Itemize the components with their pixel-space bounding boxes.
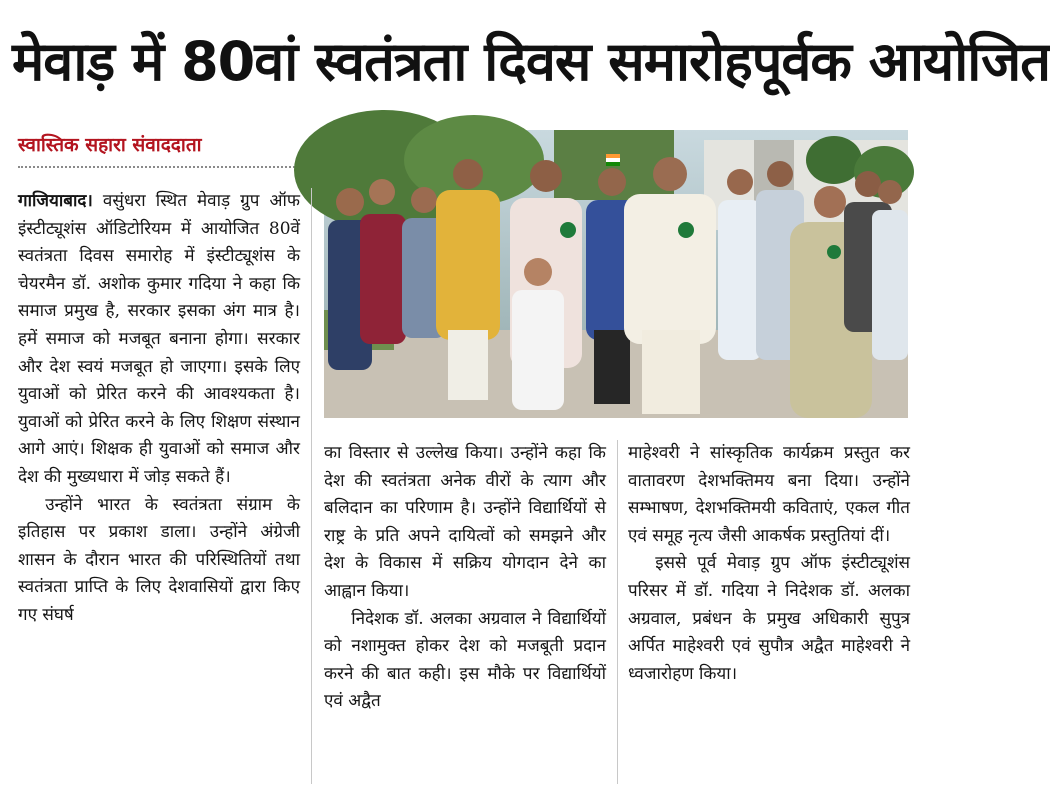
paragraph: का विस्तार से उल्लेख किया। उन्होंने कहा कि देश की स्वतंत्रता अनेक वीरों के त्याग और बलिदान का परिणाम है। उन्होंने विद्यार्थियों से राष्ट्र के प्रति अपने दायित्वों को समझने और देश के विकास में सक्रिय योगदान देने का आह्वान किया। [324, 443, 606, 601]
byline-divider [18, 166, 298, 168]
paragraph: निदेशक डॉ. अलका अग्रवाल ने विद्यार्थियों को नशामुक्त होकर देश को मजबूती प्रदान करने की बात कही। इस मौके पर विद्यार्थियों एवं अद्वैत [324, 608, 606, 712]
article-column-3 [628, 440, 910, 784]
paragraph: इससे पूर्व मेवाड़ ग्रुप ऑफ इंस्टीट्यूशंस परिसर में डॉ. गदिया ने निदेशक डॉ. अलका अग्रवाल, प्रबंधन के प्रमुख अधिकारी सुपुत्र अर्पित माहेश्वरी एवं सुपौत्र अद्वैत माहेश्वरी ने ध्वजारोहण किया। [628, 553, 910, 684]
paragraph: उन्होंने भारत के स्वतंत्रता संग्राम के इतिहास पर प्रकाश डाला। उन्होंने अंग्रेजी शासन के दौरान भारत की परिस्थितियों तथा स्वतंत्रता प्राप्ति के लिए देशवासियों द्वारा किए गए संघर्ष [18, 494, 300, 625]
article-column-1 [18, 188, 300, 784]
flag [606, 154, 620, 158]
paragraph: माहेश्वरी ने सांस्कृतिक कार्यक्रम प्रस्तुत कर वातावरण देशभक्तिमय बना दिया। उन्होंने सम्भाषण, देशभक्तिमयी कविताएं, एकल गीत एवं समूह नृत्य जैसी आकर्षक प्रस्तुतियां दीं। [628, 443, 910, 546]
headline: मेवाड़ में 80वां स्वतंत्रता दिवस समारोहपूर्वक आयोजित [12, 30, 1050, 93]
byline: स्वास्तिक सहारा संवाददाता [18, 134, 202, 156]
potted-shrub [806, 136, 862, 184]
paragraph-text: वसुंधरा स्थित मेवाड़ ग्रुप ऑफ इंस्टीट्यूशंस ऑडिटोरियम में आयोजित 80वें स्वतंत्रता दिवस समारोह में इंस्टीट्यूशंस के चेयरमैन डॉ. अशोक कुमार गदिया ने कहा कि समाज प्रमुख है, सरकार इसका अंग मात्र है। हमें समाज को मजबूत बनाना होगा। सरकार और देश स्वयं मजबूत हो जाएगा। इसके लिए युवाओं को प्रेरित करने की आवश्यकता है। युवाओं को प्रेरित करने के लिए शिक्षण संस्थान आगे आएं। शिक्षक ही युवाओं को समाज और देश की मुख्यधारा में जोड़ सकते हैं। [18, 191, 300, 487]
column-divider [617, 440, 618, 784]
news-photo [324, 130, 908, 418]
group-photo-illustration [324, 130, 908, 418]
badge-rosette [560, 222, 576, 238]
column-divider [311, 188, 312, 784]
article-column-2 [324, 440, 606, 784]
badge-rosette [827, 245, 841, 259]
dateline: गाजियाबाद। [18, 191, 93, 211]
badge-rosette [678, 222, 694, 238]
paragraph [18, 188, 300, 492]
